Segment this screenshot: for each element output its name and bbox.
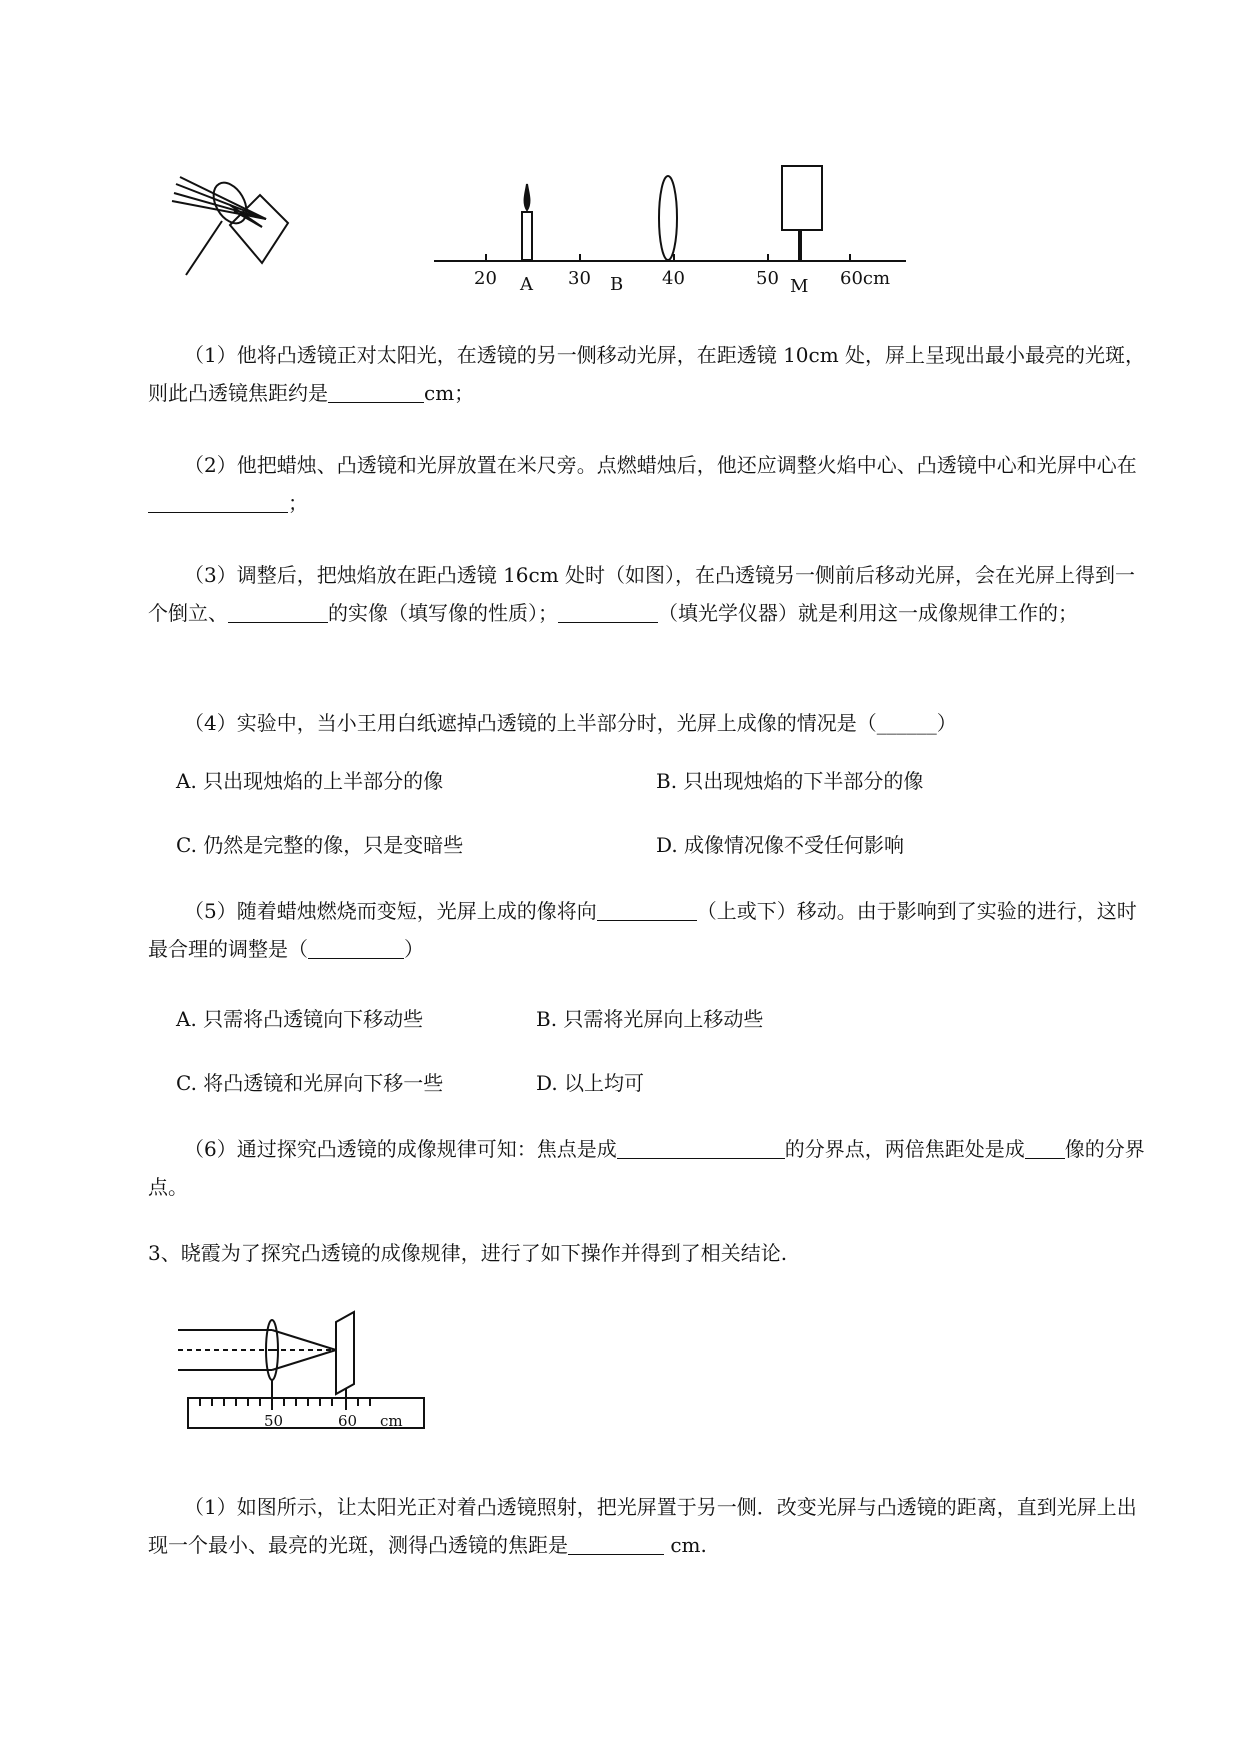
question-2 [148,446,1148,522]
question-5-option-c[interactable]: C. 将凸透镜和光屏向下移一些 [176,1071,444,1095]
question-6-middle: 的分界点，两倍焦距处是成 [784,1137,1025,1161]
question-4-option-c[interactable]: C. 仍然是完整的像，只是变暗些 [176,833,464,857]
question-3 [148,556,1148,632]
answer-blank-adjustment[interactable] [308,936,404,959]
question-5 [148,892,1148,968]
answer-blank-focal-length-2[interactable] [568,1532,664,1555]
answer-blank-instrument[interactable] [558,600,658,623]
question-3-middle: 的实像（填写像的性质）； [328,601,558,625]
problem-3-question-1-unit: cm. [664,1533,707,1557]
question-6-text: （6）通过探究凸透镜的成像规律可知：焦点是成 [184,1137,617,1161]
figure-sunlight-focus [170,175,330,295]
bench-tick-60: 60 [338,1412,358,1430]
bench-tick-50: 50 [264,1412,284,1430]
question-4 [148,704,1148,742]
question-3-end: （填光学仪器）就是利用这一成像规律工作的； [658,601,1078,625]
question-2-end: ； [288,491,308,515]
question-1 [148,336,1148,412]
question-6-end: 像的分界点。 [148,1137,1145,1199]
question-5-option-b[interactable]: B. 只需将光屏向上移动些 [536,1007,764,1031]
question-5-end: ） [404,937,424,961]
ruler-tick-50: 50 [756,268,779,289]
figure-optical-bench [430,158,910,298]
question-1-text: （1）他将凸透镜正对太阳光，在透镜的另一侧移动光屏，在距透镜 10cm 处，屏上呈现出最小最亮的光斑，则此凸透镜焦距约是 [148,343,1146,405]
point-label-a: A [520,274,533,295]
problem-3-question-1 [148,1488,1148,1564]
question-5-text: （5）随着蜡烛燃烧而变短，光屏上成的像将向 [184,899,597,923]
ruler-tick-20: 20 [474,268,497,289]
answer-blank-direction[interactable] [597,898,697,921]
question-5-option-d[interactable]: D. 以上均可 [536,1071,645,1095]
point-label-b: B [610,274,624,295]
question-5-middle: （上或下）移动。由于影响到了实验的进行，这时最合理的调整是（ [148,899,1137,961]
question-4-option-d[interactable]: D. 成像情况像不受任何影响 [656,833,905,857]
figure-focal-length-bench [176,1310,436,1432]
bench-unit-cm: cm [380,1412,403,1430]
problem-3-intro: 3、晓霞为了探究凸透镜的成像规律，进行了如下操作并得到了相关结论. [148,1241,788,1265]
answer-blank-same-height[interactable] [148,490,288,513]
answer-blank-image-property[interactable] [228,600,328,623]
point-label-m: M [790,276,809,297]
answer-blank-real-virtual-boundary[interactable] [617,1136,785,1159]
answer-blank-magnify-boundary[interactable] [1025,1136,1065,1159]
ruler-tick-40: 40 [662,268,685,289]
answer-blank-focal-length[interactable] [328,380,424,403]
question-2-text: （2）他把蜡烛、凸透镜和光屏放置在米尺旁。点燃蜡烛后，他还应调整火焰中心、凸透镜中心和光屏中心在 [184,453,1137,477]
question-4-option-a[interactable]: A. 只出现烛焰的上半部分的像 [176,769,444,793]
ruler-tick-60cm: 60cm [840,268,891,289]
question-4-option-b[interactable]: B. 只出现烛焰的下半部分的像 [656,769,924,793]
problem-3-question-1-text: （1）如图所示，让太阳光正对着凸透镜照射，把光屏置于另一侧．改变光屏与凸透镜的距离，直到光屏上出现一个最小、最亮的光斑，测得凸透镜的焦距是 [148,1495,1137,1557]
ruler-tick-30: 30 [568,268,591,289]
question-1-unit: cm； [424,381,475,405]
question-4-text: （4）实验中，当小王用白纸遮掉凸透镜的上半部分时，光屏上成像的情况是（______） [184,711,957,735]
question-6 [148,1130,1148,1206]
question-5-option-a[interactable]: A. 只需将凸透镜向下移动些 [176,1007,424,1031]
question-3-text: （3）调整后，把烛焰放在距凸透镜 16cm 处时（如图），在凸透镜另一侧前后移动光屏，会在光屏上得到一个倒立、 [148,563,1136,625]
